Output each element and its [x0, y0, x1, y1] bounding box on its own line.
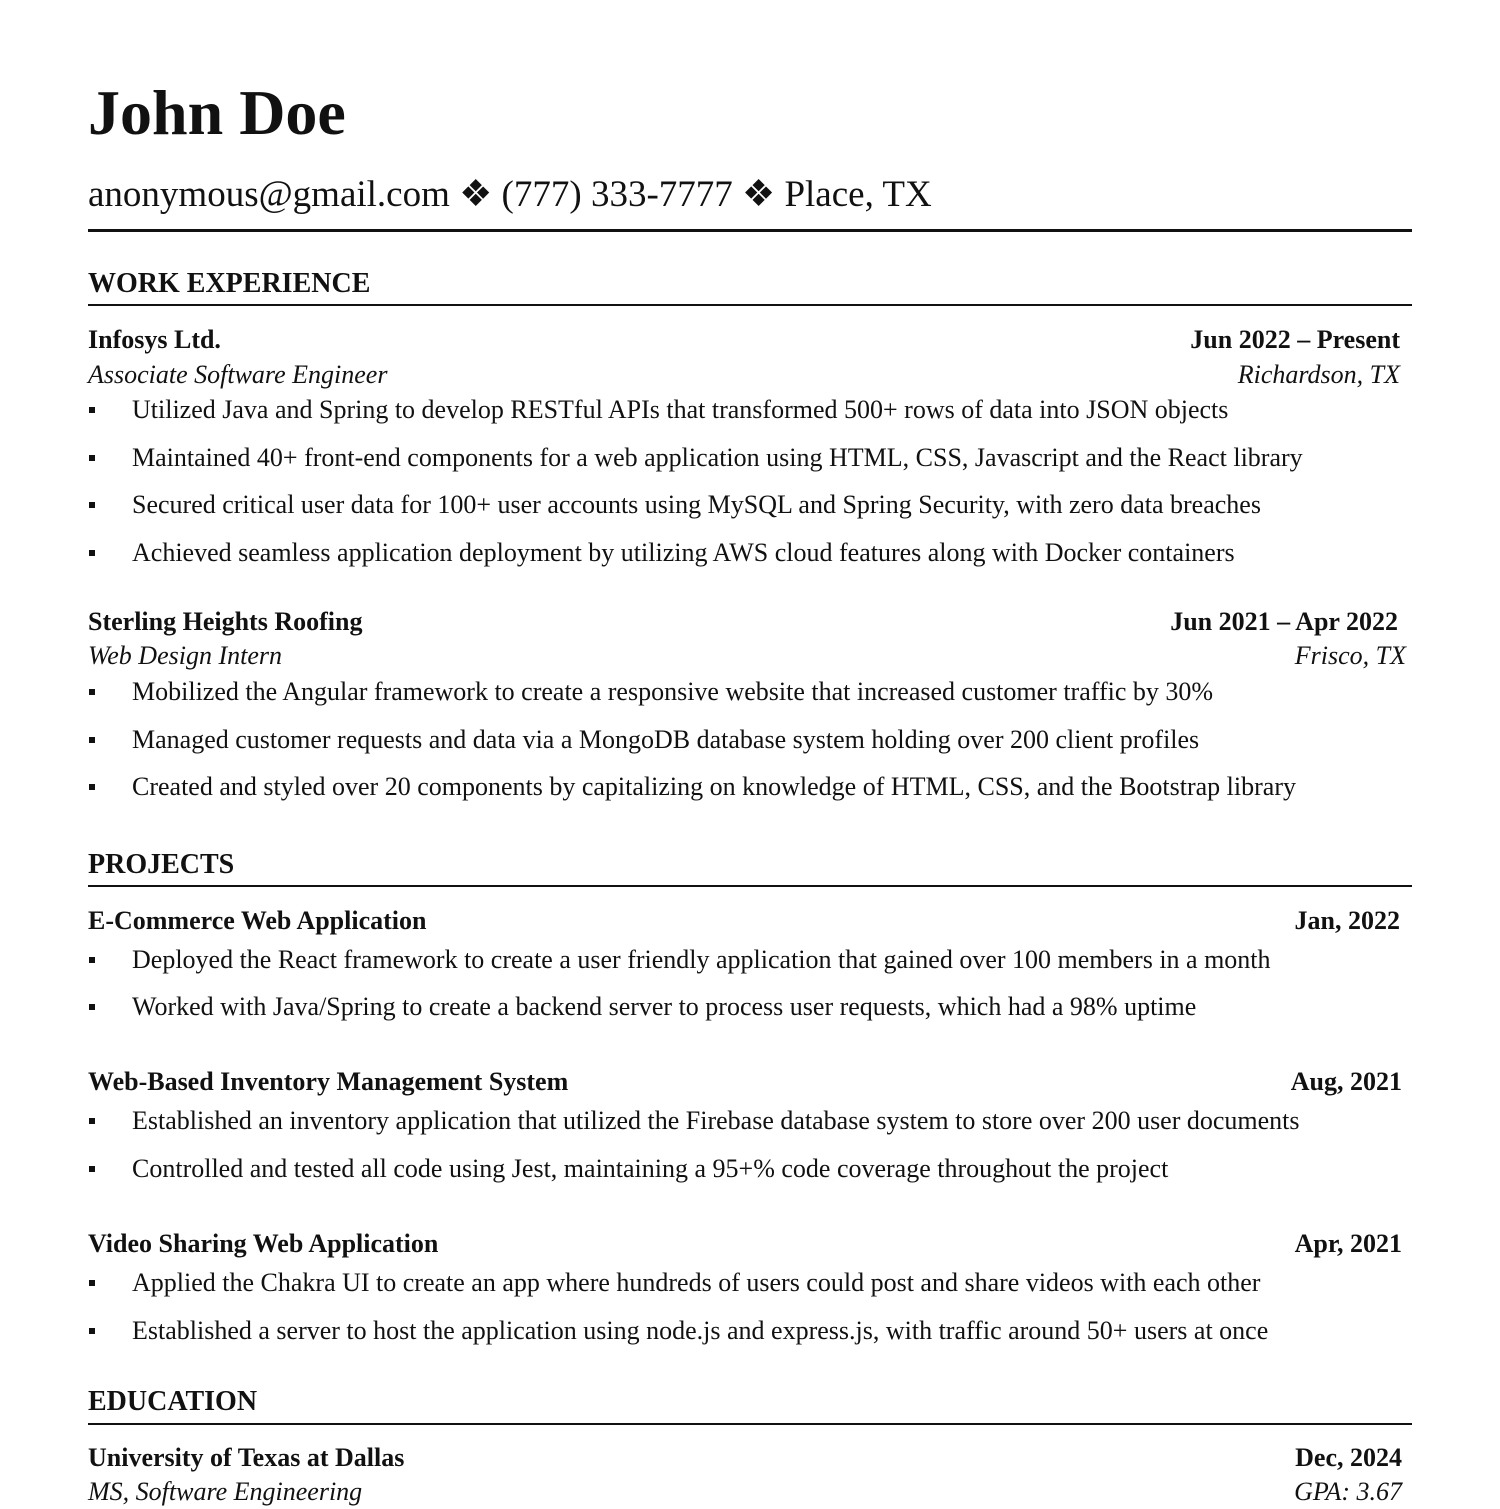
- job-location: Frisco, TX: [1294, 641, 1406, 670]
- bullet-text: Secured critical user data for 100+ user accounts using MySQL and Spring Security, with zero data breaches: [132, 490, 1261, 519]
- bullet-text: Utilized Java and Spring to develop RESTful APIs that transformed 500+ rows of data into JSON objects: [132, 395, 1229, 424]
- job-location: Richardson, TX: [1237, 360, 1400, 389]
- section-divider: [88, 304, 1412, 306]
- section-heading-projects: PROJECTS: [88, 849, 235, 880]
- project-title: Web-Based Inventory Management System: [88, 1067, 569, 1096]
- job-dates: Jun 2022 – Present: [1190, 325, 1400, 354]
- bullet-icon: [89, 407, 95, 413]
- job-role: Web Design Intern: [88, 641, 283, 670]
- section-heading-work: WORK EXPERIENCE: [88, 268, 371, 299]
- bullet-text: Created and styled over 20 components by capitalizing on knowledge of HTML, CSS, and the Bootstrap library: [132, 772, 1296, 801]
- project-header: [88, 904, 1406, 938]
- degree: MS, Software Engineering: [88, 1477, 363, 1506]
- job-subheader: [88, 358, 1406, 392]
- company-name: Sterling Heights Roofing: [88, 607, 363, 636]
- project-title: Video Sharing Web Application: [88, 1229, 439, 1258]
- bullet-text: Achieved seamless application deployment by utilizing AWS cloud features along with Docker containers: [132, 538, 1235, 567]
- graduation-date: Dec, 2024: [1295, 1443, 1402, 1472]
- bullet-icon: [89, 957, 95, 963]
- bullet-icon: [89, 1004, 95, 1010]
- project-title: E-Commerce Web Application: [88, 906, 427, 935]
- bullet-icon: [89, 784, 95, 790]
- bullet-text: Established a server to host the application using node.js and express.js, with traffic around 50+ users at once: [132, 1316, 1269, 1345]
- project-header: [88, 1227, 1406, 1261]
- job-header: [88, 605, 1406, 639]
- bullet-icon: [89, 1118, 95, 1124]
- bullet-icon: [89, 1166, 95, 1172]
- bullet-text: Applied the Chakra UI to create an app where hundreds of users could post and share videos with each other: [132, 1268, 1261, 1297]
- bullet-icon: [89, 689, 95, 695]
- job-subheader: [88, 639, 1406, 673]
- resume-name: John Doe: [88, 77, 346, 148]
- job-dates: Jun 2021 – Apr 2022: [1170, 607, 1398, 636]
- education-subheader: [88, 1475, 1406, 1509]
- bullet-text: Controlled and tested all code using Jest, maintaining a 95+% code coverage throughout the project: [132, 1154, 1169, 1183]
- bullet-text: Worked with Java/Spring to create a backend server to process user requests, which had a 98% uptime: [132, 992, 1197, 1021]
- contact-info: anonymous@gmail.com ❖ (777) 333-7777 ❖ Place, TX: [88, 174, 932, 215]
- bullet-text: Deployed the React framework to create a user friendly application that gained over 100 members in a month: [132, 945, 1271, 974]
- bullet-icon: [89, 550, 95, 556]
- gpa: GPA: 3.67: [1294, 1477, 1402, 1506]
- bullet-icon: [89, 455, 95, 461]
- bullet-text: Managed customer requests and data via a MongoDB database system holding over 200 client profiles: [132, 725, 1200, 754]
- bullet-icon: [89, 737, 95, 743]
- project-date: Jan, 2022: [1294, 906, 1400, 935]
- bullet-text: Established an inventory application that utilized the Firebase database system to store over 200 user documents: [132, 1106, 1300, 1135]
- job-role: Associate Software Engineer: [88, 360, 388, 389]
- bullet-icon: [89, 1280, 95, 1286]
- project-date: Aug, 2021: [1290, 1067, 1402, 1096]
- header-divider: [88, 229, 1412, 232]
- bullet-icon: [89, 502, 95, 508]
- job-header: [88, 323, 1406, 357]
- section-divider: [88, 885, 1412, 887]
- company-name: Infosys Ltd.: [88, 325, 221, 354]
- project-header: [88, 1065, 1406, 1099]
- section-heading-education: EDUCATION: [88, 1386, 258, 1417]
- school-name: University of Texas at Dallas: [88, 1443, 405, 1472]
- section-divider: [88, 1423, 1412, 1425]
- bullet-icon: [89, 1328, 95, 1334]
- education-header: [88, 1441, 1406, 1475]
- bullet-text: Mobilized the Angular framework to create a responsive website that increased customer traffic by 30%: [132, 677, 1214, 706]
- bullet-text: Maintained 40+ front-end components for a web application using HTML, CSS, Javascript and the React library: [132, 443, 1303, 472]
- project-date: Apr, 2021: [1294, 1229, 1402, 1258]
